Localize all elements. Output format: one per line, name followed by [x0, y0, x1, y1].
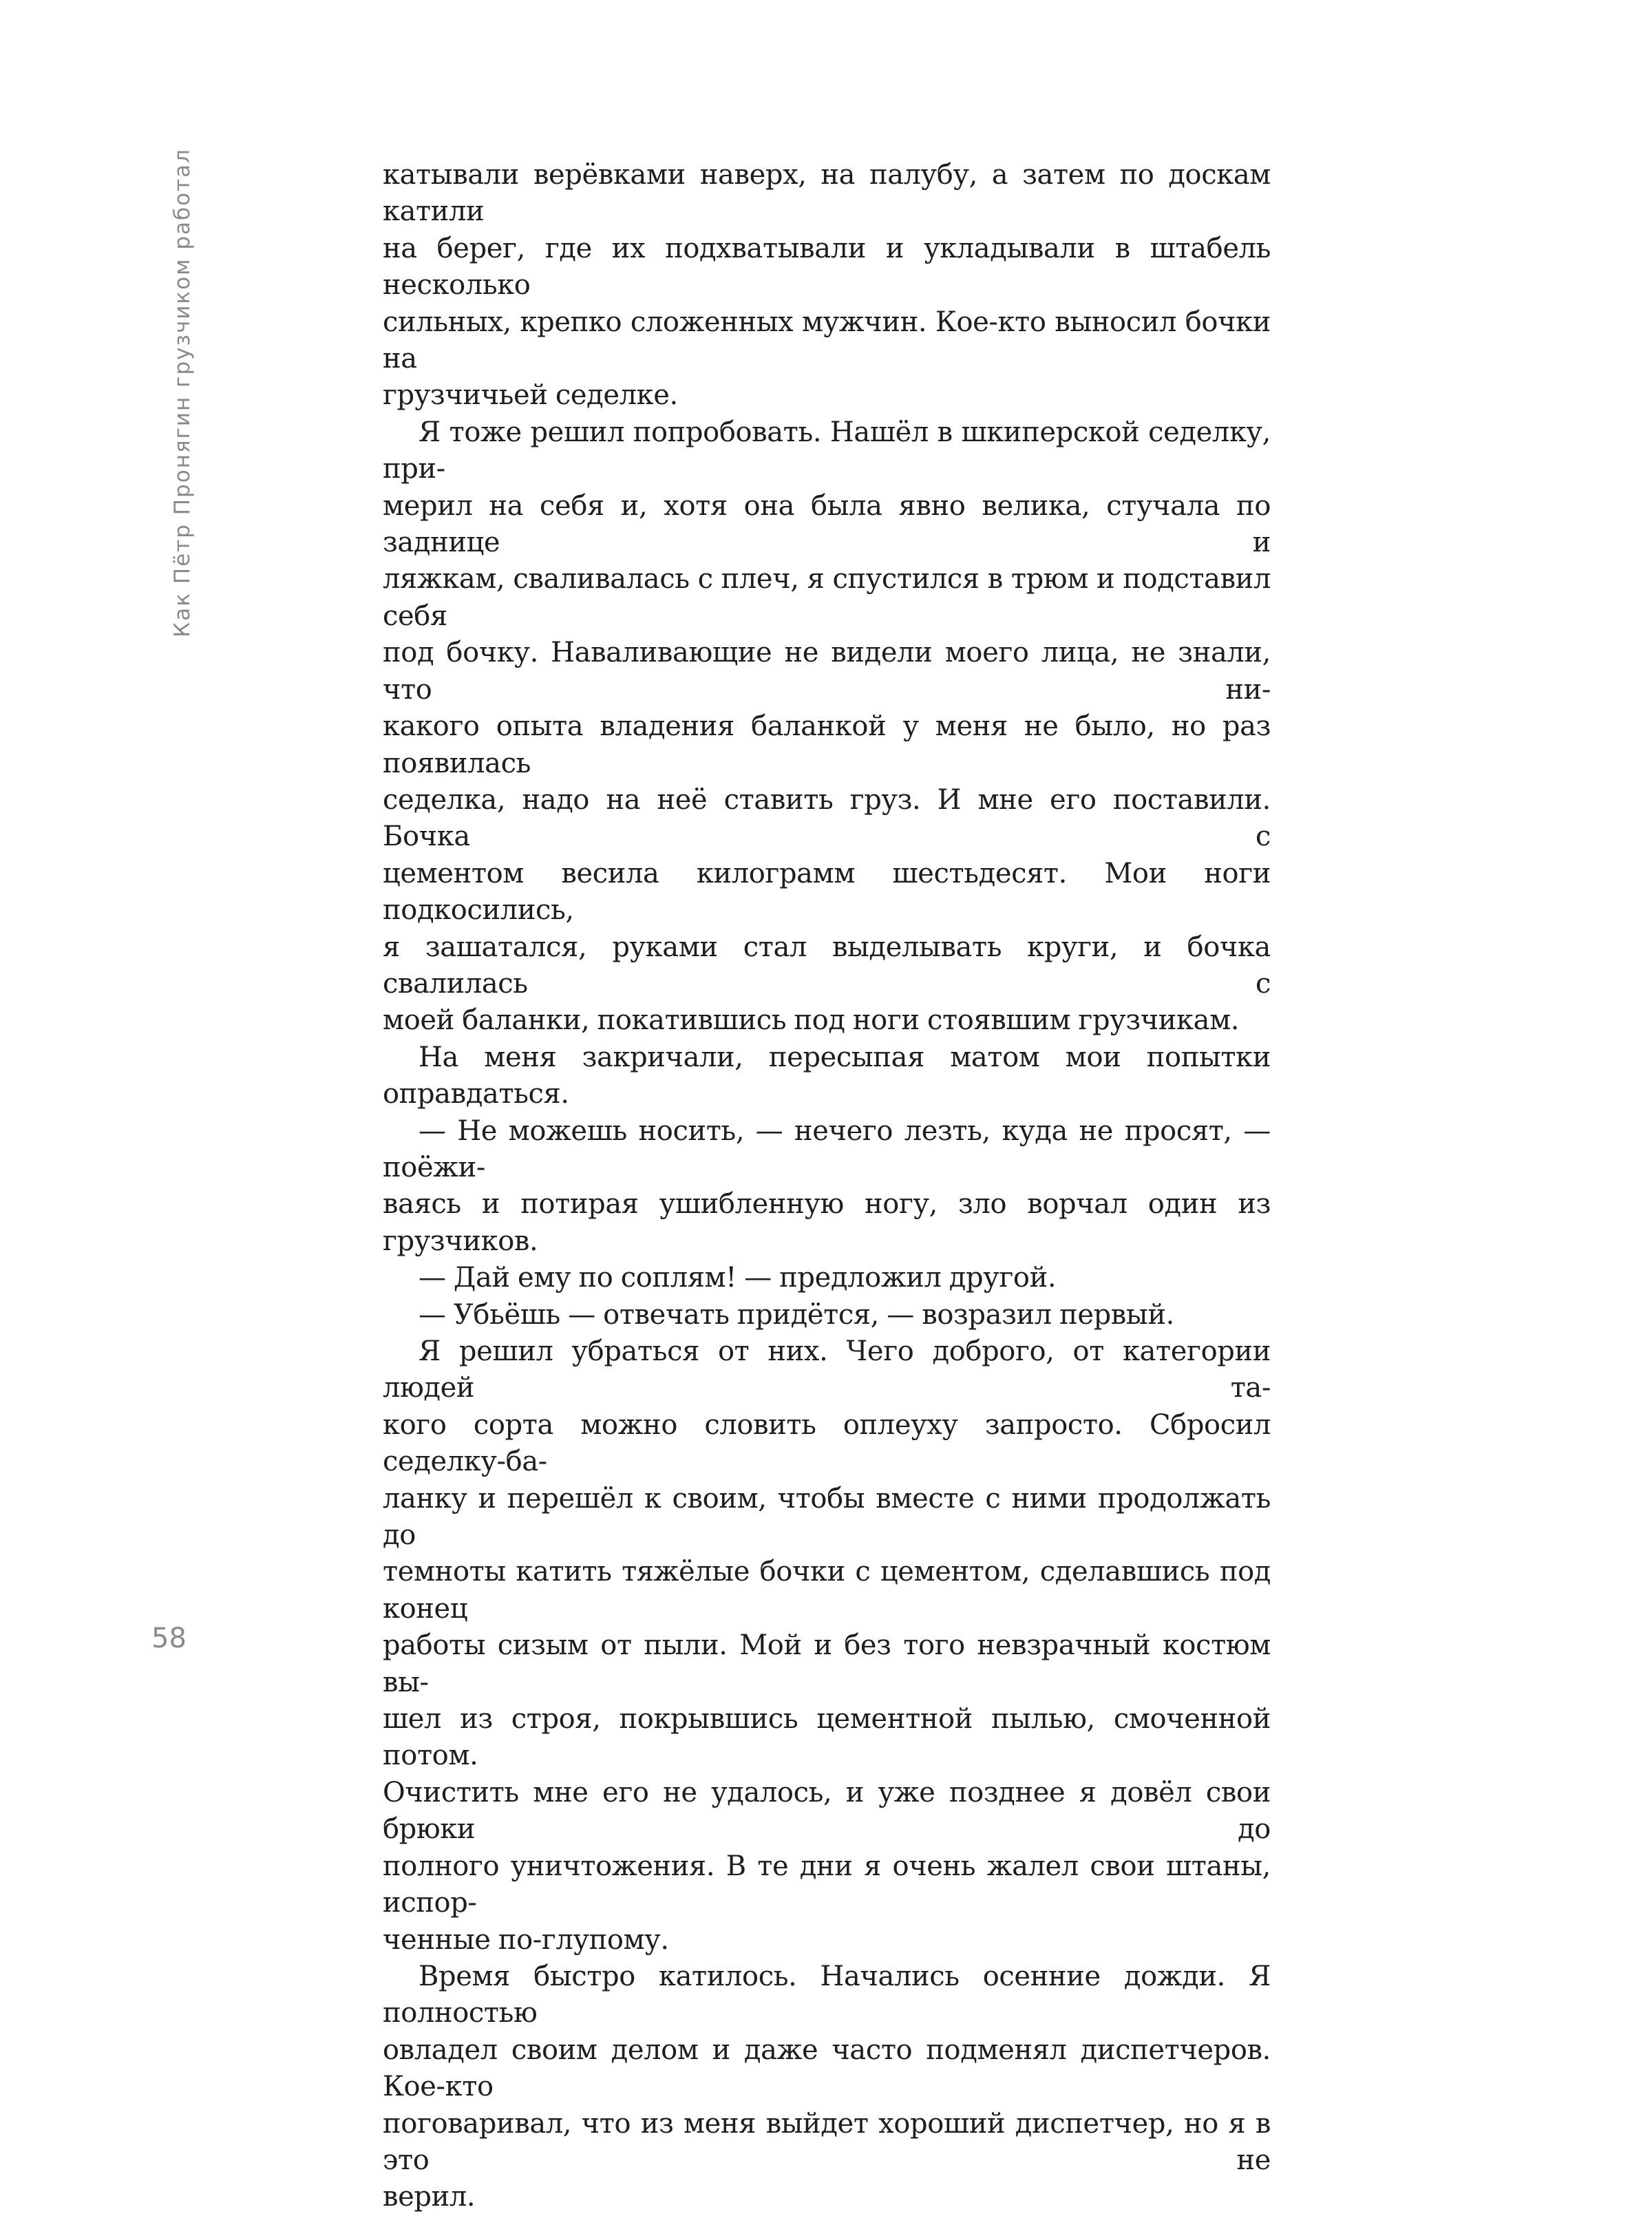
- body-text: [383, 157, 1271, 2216]
- running-head: [170, 148, 195, 637]
- page-number: 58: [151, 1623, 187, 1654]
- text-line: Я тоже решил попробовать. Нашёл в шкиперской седелку, при-: [383, 416, 1271, 485]
- text-line: я зашатался, руками стал выделывать круги, и бочка свалилась с: [383, 931, 1271, 1000]
- text-line: овладел своим делом и даже часто подменял диспетчеров. Кое-кто: [383, 2034, 1271, 2103]
- text-line: на берег, где их подхватывали и укладывали в штабель несколько: [383, 232, 1271, 302]
- text-line: шел из строя, покрывшись цементной пылью, смоченной потом.: [383, 1703, 1271, 1772]
- text-line: грузчичьей седелке.: [383, 379, 678, 412]
- text-line: Время быстро катилось. Начались осенние дожди. Я полностью: [383, 1960, 1271, 2029]
- text-line: седелка, надо на неё ставить груз. И мне его поставили. Бочка с: [383, 783, 1271, 853]
- text-line: катывали верёвками наверх, на палубу, а затем по доскам катили: [383, 159, 1271, 228]
- text-line: ланку и перешёл к своим, чтобы вместе с ними продолжать до: [383, 1482, 1271, 1552]
- running-head-text: Как Пётр Пронягин грузчиком работал: [170, 148, 195, 637]
- text-line: под бочку. Наваливающие не видели моего лица, не знали, что ни-: [383, 637, 1271, 706]
- text-line: работы сизым от пыли. Мой и без того невзрачный костюм вы-: [383, 1629, 1271, 1698]
- text-line: — Не можешь носить, — нечего лезть, куда не просят, — поёжи-: [383, 1115, 1271, 1183]
- text-line: Я решил убраться от них. Чего доброго, от категории людей та-: [383, 1336, 1271, 1404]
- text-line: сильных, крепко сложенных мужчин. Кое-кто выносил бочки на: [383, 306, 1271, 375]
- text-line: полного уничтожения. В те дни я очень жалел свои штаны, испор-: [383, 1850, 1271, 1919]
- text-line: мерил на себя и, хотя она была явно велика, стучала по заднице и: [383, 489, 1271, 559]
- text-line: темноты катить тяжёлые бочки с цементом, сделавшись под конец: [383, 1556, 1271, 1625]
- text-line: — Убьёшь — отвечать придётся, — возразил первый.: [419, 1298, 1174, 1331]
- text-line: поговаривал, что из меня выйдет хороший диспетчер, но я в это не: [383, 2107, 1271, 2176]
- text-line: На меня закричали, пересыпая матом мои попытки оправдаться.: [383, 1041, 1271, 1110]
- text-line: Очистить мне его не удалось, и уже позднее я довёл свои брюки до: [383, 1776, 1271, 1846]
- text-line: ляжкам, сваливалась с плеч, я спустился в трюм и подставил себя: [383, 563, 1271, 632]
- text-line: какого опыта владения баланкой у меня не было, но раз появилась: [383, 710, 1271, 779]
- text-line: кого сорта можно словить оплеуху запросто. Сбросил седелку-ба-: [383, 1408, 1271, 1478]
- text-line: моей баланки, покатившись под ноги стоявшим грузчикам.: [383, 1004, 1240, 1037]
- text-line: ченные по-глупому.: [383, 1923, 669, 1956]
- text-line: ваясь и потирая ушибленную ногу, зло ворчал один из грузчиков.: [383, 1188, 1271, 1257]
- text-line: — Дай ему по соплям! — предложил другой.: [419, 1262, 1057, 1294]
- text-line: верил.: [383, 2181, 476, 2213]
- text-line: цементом весила килограмм шестьдесят. Мои ноги подкосились,: [383, 857, 1271, 927]
